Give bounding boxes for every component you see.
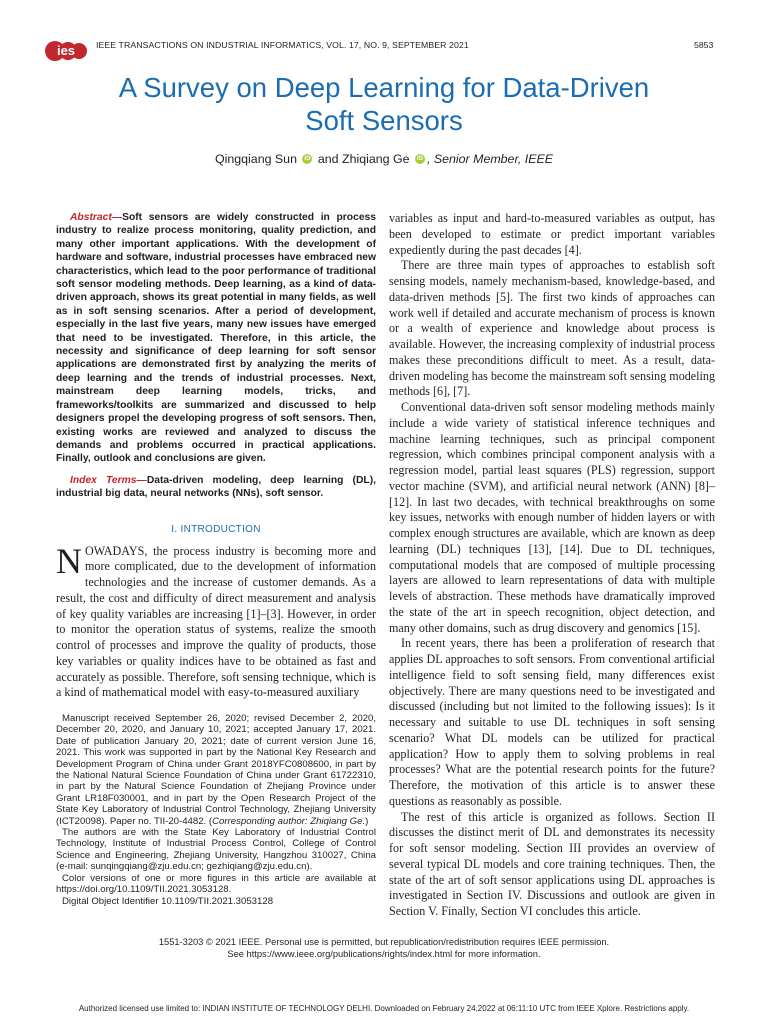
intro-paragraph-1-continued: variables as input and hard-to-measured variables as output, has been developed to estimate or predict important variables expediently during the past decades [4]. [389, 211, 715, 257]
ies-logo [44, 40, 88, 62]
right-column [389, 211, 715, 920]
author-2[interactable]: Zhiqiang Ge [342, 152, 410, 166]
drop-cap: N [56, 540, 82, 581]
footnotes [56, 713, 376, 907]
ies-logo-text: ies [56, 43, 76, 58]
author-and: and [317, 152, 339, 166]
footnote-manuscript-text: Manuscript received September 26, 2020; revised December 2, 2020, December 20, 2020, and January 10, 2021; accepted January 17, 2021. Date of publication January 20, 2021; date of current version June 16, 2021. This work was supported in part by the National Key Research and Development Program of China under Grant 2018YFC0808600, in part by the National Natural Science Foundation of China under Grant 61722310, in part by the Natural Science Foundation of Zhejiang Province under Grant LR18F030001, and in part by the Open Research Project of the State Key Laboratory of Industrial Control Technology, Zhejiang University (ICT20098). Paper no. TII-20-4482. ( [56, 713, 376, 827]
orcid-icon[interactable]: iD [416, 156, 423, 162]
intro-paragraph-5: The rest of this article is organized as follows. Section II discusses the distinct merit of DL and demonstrates its necessity for soft sensor modeling. Section III provides an overview of several typical DL models and core training techniques. Then, the state of the art of soft sensor applications using DL approaches is investigated in Section IV. Discussions and outlook are given in Section V. Finally, Section VI concludes this article. [389, 809, 715, 918]
author-line [40, 152, 728, 166]
page-number: 5853 [694, 40, 714, 50]
abstract-text: Soft sensors are widely constructed in process industry to realize process monitoring, quality prediction, and many other important applications. With the development of hardware and software, industrial processes have embraced new characteristics, which lead to the poor performance of traditional soft sensor modeling methods. Deep learning, as a kind of data-driven approach, shows its great potential in many fields, as well as in soft sensing scenarios. After a period of development, especially in the last five years, many new issues have emerged that need to be investigated. Therefore, in this article, the necessity and significance of deep learning for soft sensor applications are demonstrated first by analyzing the merits of deep learning and the trends of industrial processes. Next, mainstream deep learning models, tricks, and frameworks/toolkits are summarized and discussed to help designers propel the developing progress of soft sensors. Then, existing works are reviewed and analyzed to discuss the demands and problems occurred in practical applications. Finally, outlook and conclusions are given. [56, 212, 376, 465]
authorized-use-notice: Authorized licensed use limited to: INDIAN INSTITUTE OF TECHNOLOGY DELHI. Downloaded on February 24,2022 at 06:11:10 UTC from IEEE Xplore. Restrictions apply. [78, 1004, 690, 1013]
intro-paragraph-4: In recent years, there has been a proliferation of research that applies DL approaches to soft sensors. From conventional artificial intelligence field to soft sensing field, many differences exist objectively. There are many questions need to be investigated and discussed (including but not limited to the following issues): Is it necessary and suitable to use DL techniques in soft sensing scenario? What DL models can be utilized for practical application? How to apply them to solving problems in real processes? What are the potential research points for the future? Therefore, the motivation of this article is to answer these questions as reasonably as possible. [389, 636, 715, 808]
copyright-line-1: 1551-3203 © 2021 IEEE. Personal use is permitted, but republication/redistribution requires IEEE permission. [158, 937, 610, 947]
journal-header: IEEE TRANSACTIONS ON INDUSTRIAL INFORMATICS, VOL. 17, NO. 9, SEPTEMBER 2021 [96, 40, 469, 50]
intro-paragraph-2: There are three main types of approaches to establish soft sensing models, namely mechanism-based, knowledge-based, and data-driven methods [5]. The first two kinds of approaches can work well if detailed and accurate mechanism of process is known or a wealth of experience and knowledge about process is available. However, the increasing complexity of industrial process makes these preconditions difficult to meet. As a result, data-driven modeling has become the mainstream soft sensing modeling methods [6], [7]. [389, 258, 715, 399]
intro-lead-word: OWADAYS, [85, 543, 148, 558]
paper-title [40, 71, 728, 137]
index-terms-text: Data-driven modeling, deep learning (DL), industrial big data, neural networks (NNs), soft sensor. [56, 474, 376, 500]
index-terms-label: Index Terms— [70, 474, 147, 486]
intro-paragraph-1-text: the process industry is becoming more and more complicated, due to the development of information technologies and the increase of customer demands. As a result, the cost and difficulty of direct measurement and analysis of key quality variables are increasing [1]–[3]. However, in order to monitor the operation status of systems, realize the smooth control of processes and improve the quality of products, those key variables or quality indices have to be obtained as fast and accurately as possible. Therefore, soft sensing technique, which is a kind of mathematical model with easy-to-measured auxiliary [56, 543, 376, 700]
left-column [56, 211, 376, 701]
title-line-2: Soft Sensors [305, 105, 463, 136]
intro-paragraph-3: Conventional data-driven soft sensor modeling methods mainly include a wide variety of statistical inference techniques and machine learning techniques, such as principal component regression, which combines principal component analysis with a regression model, partial least squares (PLS) regression, support vector machine (SVM), and artificial neural network (ANN) [8]–[12]. In last two decades, with technical breakthroughs on some key issues, networks with enough number of hidden layers or with complex enough structures are available, which are known as deep learning (DL) techniques [13], [14]. Due to DL techniques, computational models that are composed of multiple processing layers are allowed to learn representations of data with multiple levels of abstraction. These methods have dramatically improved the state of the art in speech recognition, object detection, and many other domains, such as drug discovery and genomics [15]. [389, 400, 715, 635]
orcid-icon[interactable]: iD [304, 156, 311, 162]
footnote-corresponding: Corresponding author: Zhiqiang Ge. [212, 815, 366, 827]
footnote-manuscript-close: ) [365, 815, 369, 827]
author-2-affiliation: , Senior Member, IEEE [426, 152, 554, 166]
footnote-manuscript [56, 713, 376, 827]
footnote-color-versions: Color versions of one or more figures in this article are available at https://doi.org/10.1109/TII.2021.3053128. [56, 872, 376, 896]
index-terms [56, 474, 376, 501]
footnote-doi: Digital Object Identifier 10.1109/TII.2021.3053128 [62, 895, 274, 907]
title-line-1: A Survey on Deep Learning for Data-Driven [118, 72, 650, 103]
abstract [56, 211, 376, 466]
copyright-notice [40, 937, 728, 960]
section-heading-introduction: I. INTRODUCTION [171, 523, 261, 535]
copyright-line-2[interactable]: See https://www.ieee.org/publications/rights/index.html for more information. [227, 948, 541, 959]
intro-paragraph-1 [56, 540, 376, 702]
author-1[interactable]: Qingqiang Sun [214, 152, 297, 166]
abstract-label: Abstract— [70, 212, 123, 223]
footnote-affiliation: The authors are with the State Key Laboratory of Industrial Control Technology, Institute of Industrial Process Control, College of Control Science and Engineering, Zhejiang University, Hangzhou 310027, China (e-mail: sunqingqiang@zju.edu.cn; gezhiqiang@zju.edu.cn). [56, 827, 376, 873]
